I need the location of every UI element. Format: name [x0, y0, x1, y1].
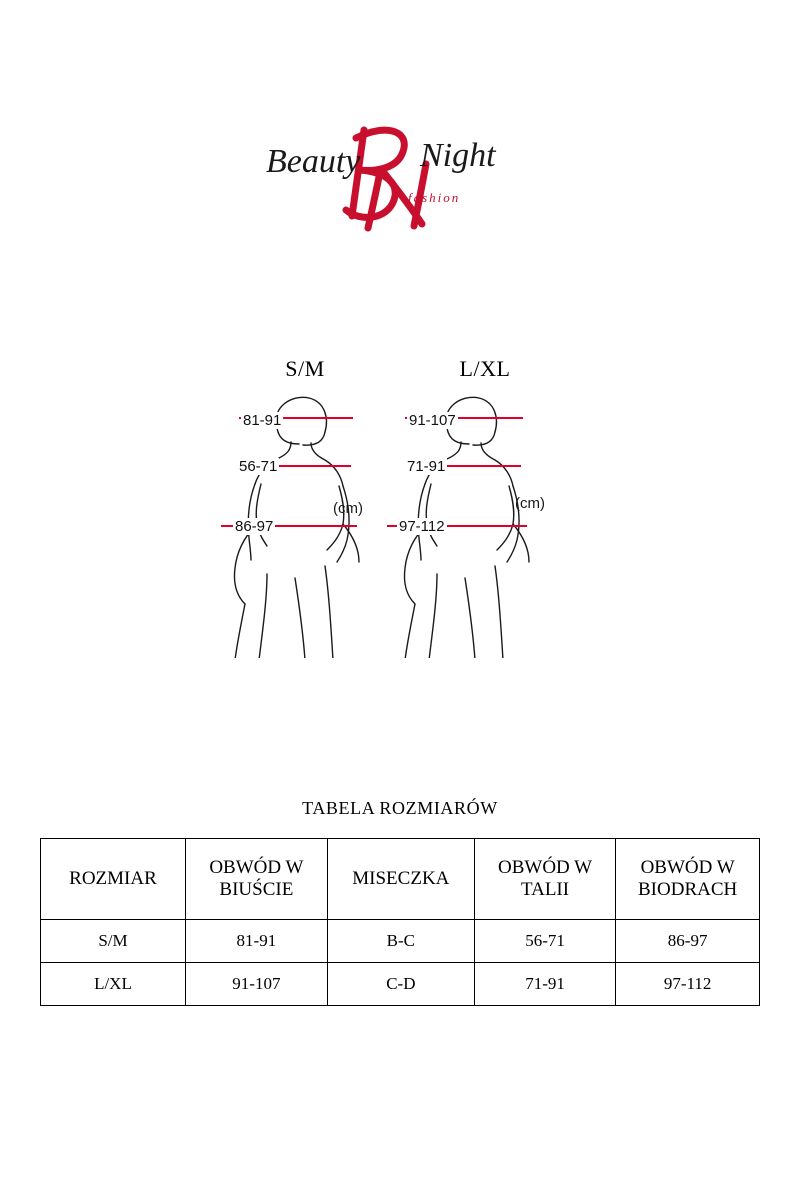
- brand-logo-graphic: [260, 110, 540, 240]
- size-figures: [0, 340, 800, 670]
- svg-text:fashion: fashion: [408, 190, 461, 205]
- figure-lxl-unit-label: (cm): [515, 495, 545, 512]
- figure-lxl-title: L/XL: [459, 356, 511, 381]
- table-header-cell: OBWÓD W BIODRACH: [616, 839, 760, 920]
- figure-lxl-silhouette: [355, 388, 615, 658]
- svg-text:Beauty: Beauty: [266, 143, 361, 180]
- table-cell-waist: 71-91: [474, 963, 615, 1006]
- table-row: [41, 920, 760, 963]
- brand-logo: [0, 110, 800, 240]
- size-table: [40, 838, 760, 1006]
- figure-lxl: [355, 340, 615, 670]
- table-header-cell: MISECZKA: [327, 839, 474, 920]
- figure-lxl-hips-label: 97-112: [399, 518, 445, 535]
- table-cell-cup: C-D: [327, 963, 474, 1006]
- figure-sm-bust-label: 81-91: [243, 412, 282, 429]
- figure-sm-unit-label: (cm): [333, 500, 363, 517]
- figure-sm-title: S/M: [285, 356, 325, 381]
- table-cell-cup: B-C: [327, 920, 474, 963]
- table-cell-hips: 86-97: [616, 920, 760, 963]
- figure-sm-hips-label: 86-97: [235, 518, 274, 535]
- figure-lxl-waist-label: 71-91: [407, 458, 446, 475]
- table-cell-size: L/XL: [41, 963, 186, 1006]
- table-cell-hips: 97-112: [616, 963, 760, 1006]
- table-cell-bust: 81-91: [185, 920, 327, 963]
- svg-text:Night: Night: [420, 137, 496, 174]
- table-header-cell: ROZMIAR: [41, 839, 186, 920]
- table-cell-size: S/M: [41, 920, 186, 963]
- figure-sm-waist-label: 56-71: [239, 458, 278, 475]
- table-header-row: [41, 839, 760, 920]
- table-header-cell: OBWÓD W BIUŚCIE: [185, 839, 327, 920]
- table-row: [41, 963, 760, 1006]
- table-cell-waist: 56-71: [474, 920, 615, 963]
- figure-lxl-bust-label: 91-107: [409, 412, 456, 429]
- table-cell-bust: 91-107: [185, 963, 327, 1006]
- size-table-title: TABELA ROZMIARÓW: [302, 798, 498, 818]
- table-header-cell: OBWÓD W TALII: [474, 839, 615, 920]
